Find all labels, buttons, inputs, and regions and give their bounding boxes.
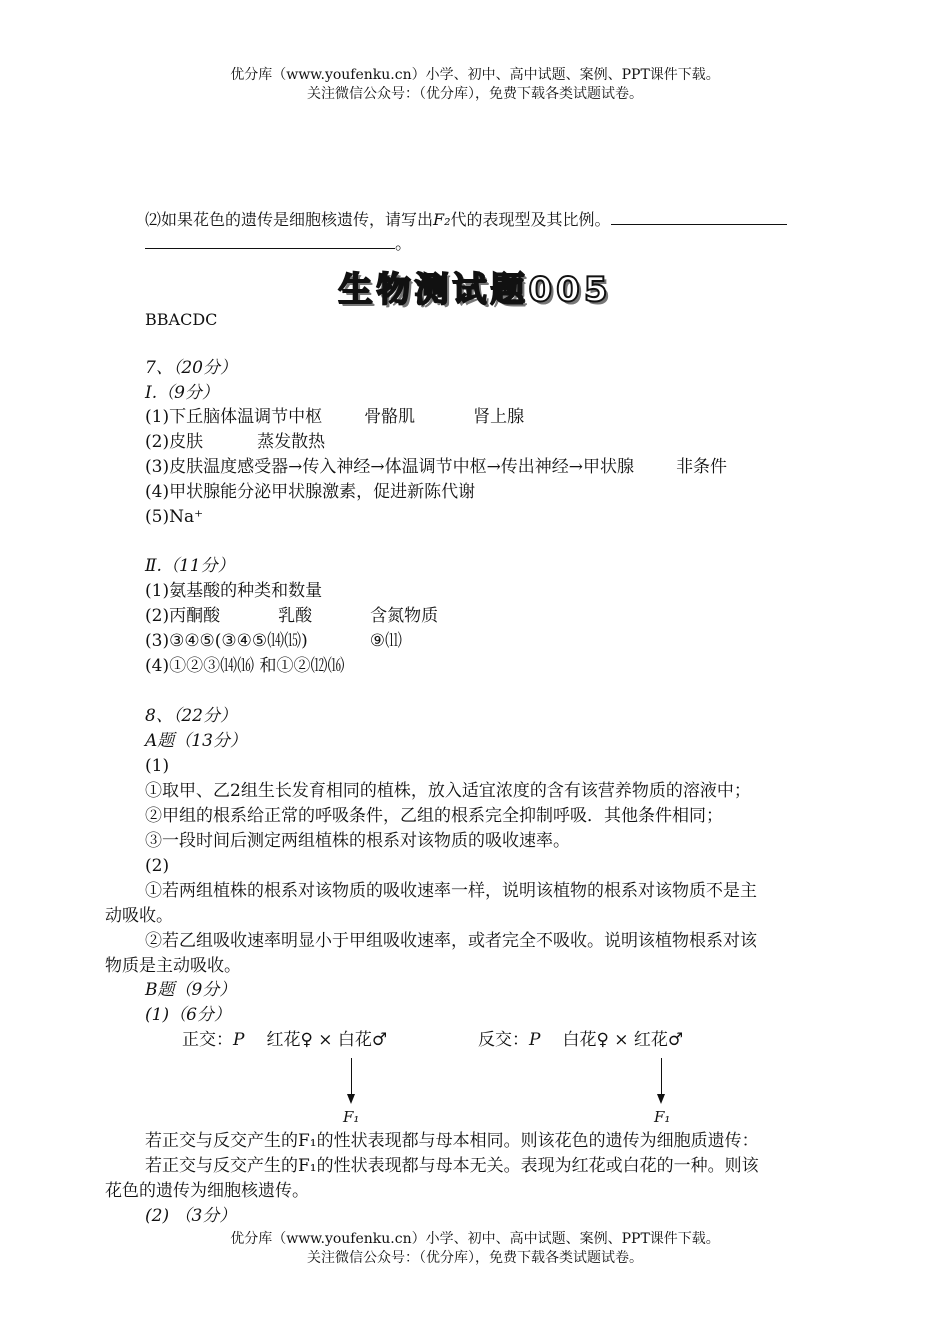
q7-p1-item3: (3)皮肤温度感受器→传入神经→体温调节中枢→传出神经→甲状腺 非条件	[145, 457, 728, 477]
q8-b1-text1: 若正交与反交产生的F₁的性状表现都与母本相同。则该花色的遗传为细胞质遗传：	[145, 1131, 759, 1151]
cross-right-arrowhead	[657, 1094, 665, 1104]
header-line-1: 优分库（www.youfenku.cn）小学、初中、高中试题、案例、PPT课件下载。	[230, 67, 720, 83]
q8-heading: 8、（22分）	[145, 706, 237, 726]
cross-left: 正交：P 红花♀ × 白花♂	[182, 1030, 388, 1050]
q8-a2-result2: ②若乙组吸收速率明显小于甲组吸收速率，或者完全不吸收。说明该植物根系对该	[145, 931, 757, 951]
question-2-text-b: 代的表现型及其比例。	[450, 210, 611, 229]
answer-blank-1[interactable]	[611, 208, 787, 225]
q7-p1-item2: (2)皮肤 蒸发散热	[145, 432, 326, 452]
cross-left-arrow	[351, 1058, 352, 1096]
footer-line-2: 关注微信公众号：（优分库），免费下载各类试题试卷。	[307, 1250, 643, 1266]
cross-right-f1: F₁	[654, 1108, 671, 1126]
q8-b2: (2) （3分）	[145, 1206, 237, 1226]
q8-b1: (1)（6分）	[145, 1005, 231, 1025]
page-title: 生物测试题005	[338, 270, 612, 310]
cross-left-arrowhead	[347, 1094, 355, 1104]
q8-a2-result1: ①若两组植株的根系对该物质的吸收速率一样，说明该植物的根系对该物质不是主	[145, 881, 757, 901]
question-2-line	[145, 208, 787, 231]
question-2-line-2	[145, 232, 412, 255]
q8-a1-step1: ①取甲、乙2组生长发育相同的植株，放入适宜浓度的含有该营养物质的溶液中；	[145, 781, 751, 801]
q8-a1-step3: ③一段时间后测定两组植株的根系对该物质的吸收速率。	[145, 831, 570, 851]
cross-left-f1: F₁	[343, 1108, 360, 1126]
q7-heading: 7、（20分）	[145, 358, 237, 378]
q7-p2-item3: (3)③④⑤(③④⑤⒁⒂) ⑨⑾	[145, 631, 403, 651]
q7-part2-heading: Ⅱ.（11分）	[145, 556, 235, 576]
q8-b1-text2-cont: 花色的遗传为细胞核遗传。	[105, 1181, 309, 1201]
header-line-2: 关注微信公众号：（优分库），免费下载各类试题试卷。	[307, 86, 643, 102]
footer-line-1: 优分库（www.youfenku.cn）小学、初中、高中试题、案例、PPT课件下载。	[230, 1231, 720, 1247]
q8-a2: (2)	[145, 856, 170, 876]
q8-a1: (1)	[145, 756, 170, 776]
q8-b1-text2: 若正交与反交产生的F₁的性状表现都与母本无关。表现为红花或白花的一种。则该	[145, 1156, 759, 1176]
q7-p1-item1: (1)下丘脑体温调节中枢 骨骼肌 肾上腺	[145, 407, 525, 427]
q8-b-heading: B题（9分）	[145, 980, 237, 1000]
q7-p2-item2: (2)丙酮酸 乳酸 含氮物质	[145, 606, 439, 626]
q8-a-heading: A题（13分）	[145, 731, 247, 751]
q8-a2-result1-cont: 动吸收。	[105, 906, 173, 926]
answer-blank-2[interactable]	[145, 232, 395, 249]
cross-right: 反交：P 白花♀ × 红花♂	[478, 1030, 684, 1050]
q8-a1-step2: ②甲组的根系给正常的呼吸条件，乙组的根系完全抑制呼吸．其他条件相同；	[145, 806, 723, 826]
cross-right-arrow	[661, 1058, 662, 1096]
question-2-end: 。	[395, 234, 412, 254]
q7-p1-item4: (4)甲状腺能分泌甲状腺激素，促进新陈代谢	[145, 482, 476, 502]
question-2-text-a: ⑵如果花色的遗传是细胞核遗传，请写出	[145, 210, 434, 229]
mc-answers: BBACDC	[145, 310, 218, 329]
q7-p2-item1: (1)氨基酸的种类和数量	[145, 581, 323, 601]
q7-part1-heading: Ⅰ.（9分）	[145, 383, 219, 403]
q7-p1-item5: (5)Na⁺	[145, 507, 204, 527]
q8-a2-result2-cont: 物质是主动吸收。	[105, 956, 241, 976]
q7-p2-item4: (4)①②③⒁⒃ 和①②⑿⒃	[145, 656, 345, 676]
question-2-f2: F₂	[433, 210, 451, 229]
